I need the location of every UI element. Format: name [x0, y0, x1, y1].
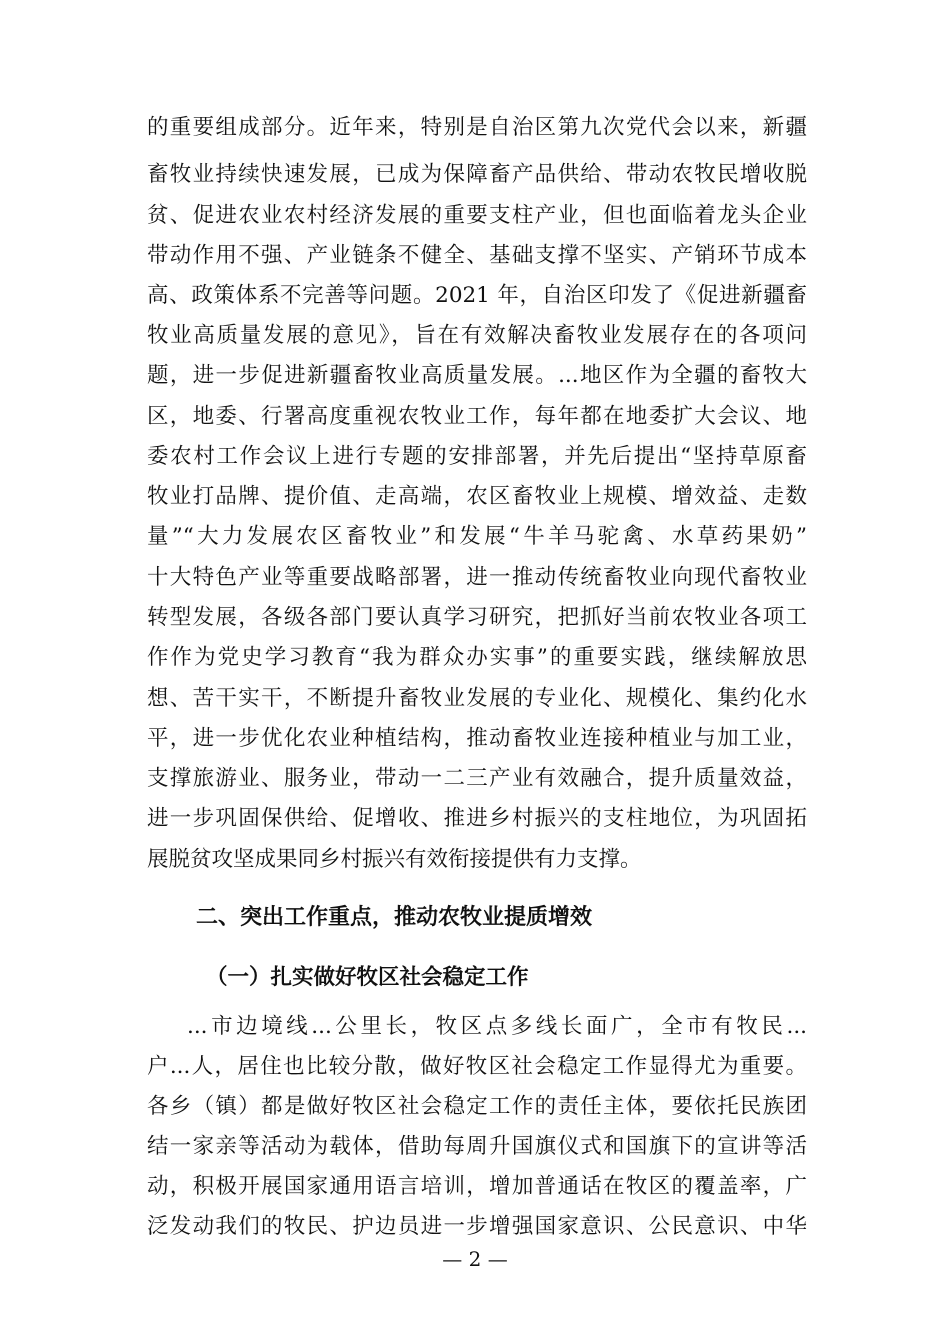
paragraph-line: 题，进一步促进新疆畜牧业高质量发展。...地区作为全疆的畜牧大 [147, 363, 807, 388]
paragraph-line: 结一家亲等活动为载体，借助每周升国旗仪式和国旗下的宣讲等活 [147, 1134, 807, 1159]
paragraph-line: 各乡（镇）都是做好牧区社会稳定工作的责任主体，要依托民族团 [147, 1094, 807, 1119]
subsection-heading: （一）扎实做好牧区社会稳定工作 [206, 965, 529, 990]
paragraph-line: 畜牧业持续快速发展，已成为保障畜产品供给、带动农牧民增收脱 [147, 162, 807, 187]
paragraph-line: 平，进一步优化农业种植结构，推动畜牧业连接种植业与加工业， [147, 726, 807, 751]
paragraph-line: 贫、促进农业农村经济发展的重要支柱产业，但也面临着龙头企业 [147, 203, 807, 228]
paragraph-line: 委农村工作会议上进行专题的安排部署，并先后提出“坚持草原畜 [147, 444, 807, 469]
paragraph-line: 区，地委、行署高度重视农牧业工作，每年都在地委扩大会议、地 [147, 404, 807, 429]
paragraph-line: 十大特色产业等重要战略部署，进一推动传统畜牧业向现代畜牧业 [147, 565, 807, 590]
paragraph-line: 牧业高质量发展的意见》，旨在有效解决畜牧业发展存在的各项问 [147, 323, 807, 348]
paragraph-line: 户...人，居住也比较分散，做好牧区社会稳定工作显得尤为重要。 [147, 1054, 807, 1079]
paragraph-line: 泛发动我们的牧民、护边员进一步增强国家意识、公民意识、中华 [147, 1214, 807, 1239]
paragraph-line: 进一步巩固保供给、促增收、推进乡村振兴的支柱地位，为巩固拓 [147, 806, 807, 831]
paragraph-line: 的重要组成部分。近年来，特别是自治区第九次党代会以来，新疆 [147, 115, 807, 140]
paragraph-line: 想、苦干实干，不断提升畜牧业发展的专业化、规模化、集约化水 [147, 686, 807, 711]
paragraph-line: ...市边境线...公里长，牧区点多线长面广，全市有牧民... [187, 1014, 807, 1039]
paragraph-line: 牧业打品牌、提价值、走高端，农区畜牧业上规模、增效益、走数 [147, 484, 807, 509]
page-number: — 2 — [442, 1247, 508, 1271]
paragraph-line: 量”“大力发展农区畜牧业”和发展“牛羊马驼禽、水草药果奶” [147, 524, 807, 549]
paragraph-line: 作作为党史学习教育“我为群众办实事”的重要实践，继续解放思 [147, 645, 807, 670]
paragraph-line: 高、政策体系不完善等问题。2021 年，自治区印发了《促进新疆畜 [147, 283, 807, 308]
paragraph-line: 转型发展，各级各部门要认真学习研究，把抓好当前农牧业各项工 [147, 605, 807, 630]
paragraph-line: 动，积极开展国家通用语言培训，增加普通话在牧区的覆盖率，广 [147, 1174, 807, 1199]
section-heading: 二、突出工作重点，推动农牧业提质增效 [196, 905, 593, 930]
paragraph-line: 支撑旅游业、服务业，带动一二三产业有效融合，提升质量效益， [147, 766, 807, 791]
paragraph-line: 展脱贫攻坚成果同乡村振兴有效衔接提供有力支撑。 [147, 847, 642, 872]
paragraph-line: 带动作用不强、产业链条不健全、基础支撑不坚实、产销环节成本 [147, 243, 807, 268]
